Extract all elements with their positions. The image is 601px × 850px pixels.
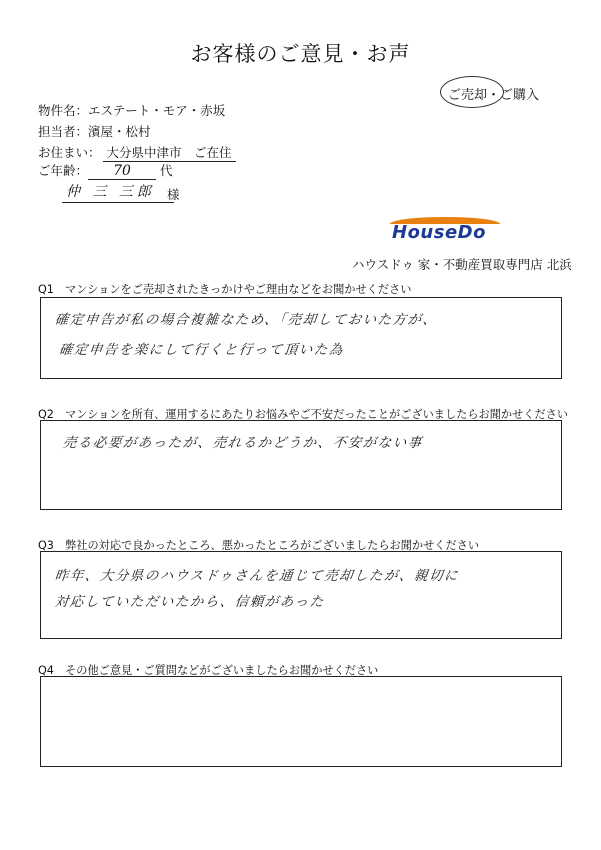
address-row <box>38 143 236 162</box>
q4-answer-box <box>40 676 562 767</box>
housedo-logo <box>380 217 520 243</box>
store-name: ハウスドゥ 家・不動産買取専門店 北浜 <box>352 257 572 272</box>
age-label: ご年齢： <box>38 163 89 178</box>
property-row <box>38 101 225 119</box>
customer-name: 仲 三 三郎 <box>62 181 174 203</box>
q1-answer-line: 確定申告が私の場合複雑なため、「売却しておいた方が、 <box>53 312 439 328</box>
q3-answer-line: 対応していただいたから、信頼があった <box>53 594 326 610</box>
age-value: 70 <box>88 163 156 180</box>
customer-name-suffix: 様 <box>167 187 180 202</box>
page-title: お客様のご意見・お声 <box>190 42 411 66</box>
address-value: 大分県中津市 ご在住 <box>103 143 236 162</box>
q3-label: Q3 弊社の対応で良かったところ、悪かったところがございましたらお聞かせください <box>38 539 480 552</box>
staff-value: 濱屋・松村 <box>88 124 151 139</box>
staff-row <box>38 122 151 140</box>
q2-answer-line: 売る必要があったが、売れるかどうか、不安がない事 <box>61 435 424 451</box>
address-label: お住まい： <box>38 145 101 160</box>
q3-answer-box <box>40 551 562 639</box>
q2-label: Q2 マンションを所有、運用するにあたりお悩みやご不安だったことがございましたらお聞かせください <box>38 408 569 421</box>
property-value: エステート・モア・赤坂 <box>88 103 226 118</box>
age-row <box>38 161 173 180</box>
age-unit: 代 <box>160 163 173 178</box>
q1-label: Q1 マンションをご売却されたきっかけやご理由などをお聞かせください <box>38 283 412 296</box>
q1-answer-box <box>40 297 562 379</box>
purpose-label: ご売却・ご購入 <box>448 88 540 103</box>
q4-label: Q4 その他ご意見・ご質問などがございましたらお聞かせください <box>38 664 379 677</box>
logo-text: HouseDo <box>392 222 486 243</box>
q1-answer-line: 確定申告を楽にして行くと行って頂いた為 <box>57 342 345 358</box>
staff-label: 担当者： <box>38 124 89 139</box>
q2-answer-box <box>40 420 562 510</box>
q3-answer-line: 昨年、大分県のハウスドゥさんを通じて売却したが、親切に <box>53 568 460 584</box>
property-label: 物件名： <box>38 103 89 118</box>
